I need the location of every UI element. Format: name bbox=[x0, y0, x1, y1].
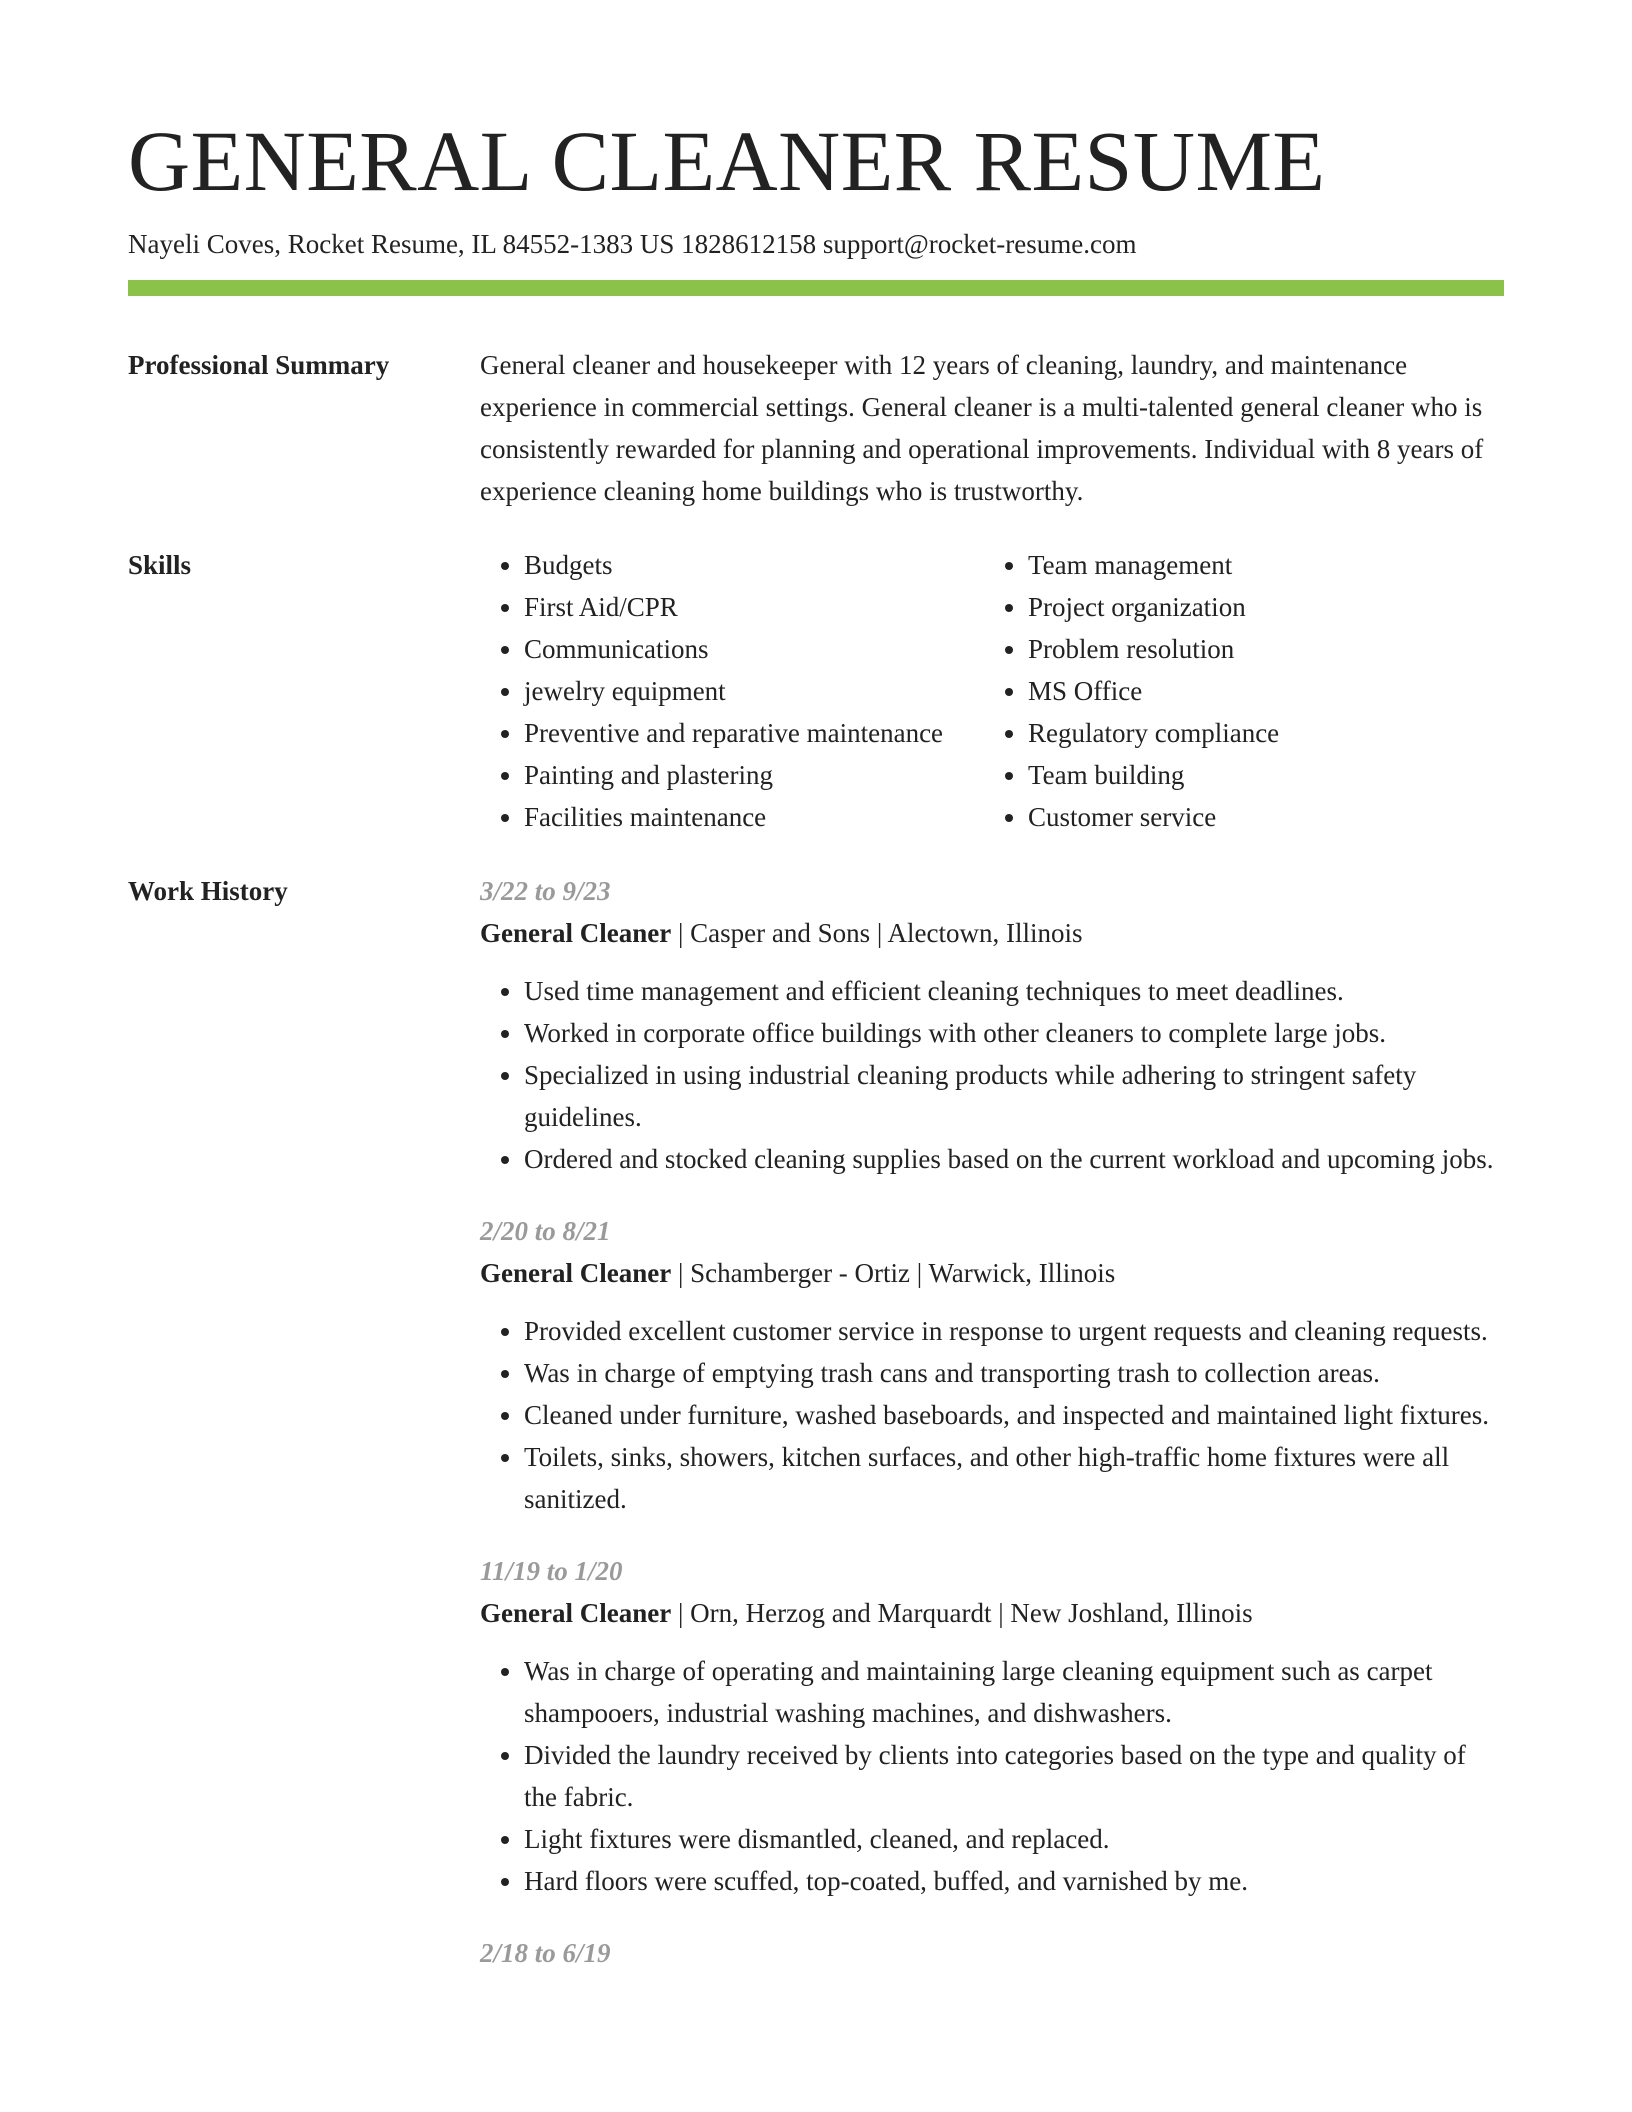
job-bullet-list bbox=[480, 1310, 1504, 1520]
skills-list-right bbox=[984, 544, 1488, 838]
resume-title: GENERAL CLEANER RESUME bbox=[128, 113, 1326, 209]
job-bullet: • Toilets, sinks, showers, kitchen surfaces, and other high-traffic home fixtures were all sanitized. bbox=[524, 1436, 1504, 1520]
contact-line: Nayeli Coves, Rocket Resume, IL 84552-1383 US 1828612158 support@rocket-resume.com bbox=[128, 229, 1137, 259]
job-bullet: • Hard floors were scuffed, top-coated, buffed, and varnished by me. bbox=[524, 1860, 1504, 1902]
job-bullet: • Light fixtures were dismantled, cleaned, and replaced. bbox=[524, 1818, 1504, 1860]
job-bullet: • Worked in corporate office buildings with other cleaners to complete large jobs. bbox=[524, 1012, 1504, 1054]
accent-divider bbox=[128, 280, 1504, 296]
job-dates: 2/20 to 8/21 bbox=[480, 1216, 611, 1247]
skills-list-left bbox=[480, 544, 984, 838]
job-employer-location: | Schamberger - Ortiz | Warwick, Illinois bbox=[671, 1258, 1116, 1289]
job-heading bbox=[480, 912, 1504, 954]
job-bullet: • Specialized in using industrial cleaning products while adhering to stringent safety guidelines. bbox=[524, 1054, 1504, 1138]
skill-item: • Customer service bbox=[1028, 796, 1488, 838]
skill-item: • Communications bbox=[524, 628, 984, 670]
job-dates: 11/19 to 1/20 bbox=[480, 1556, 623, 1587]
skill-item: • Facilities maintenance bbox=[524, 796, 984, 838]
job-title: General Cleaner bbox=[480, 1598, 672, 1629]
job-bullet: • Was in charge of operating and maintaining large cleaning equipment such as carpet shampooers, industrial washing machines, and dishwashers. bbox=[524, 1650, 1504, 1734]
job-bullet: • Was in charge of emptying trash cans and transporting trash to collection areas. bbox=[524, 1352, 1504, 1394]
job-bullet-list bbox=[480, 1650, 1504, 1902]
skill-item: • Team building bbox=[1028, 754, 1488, 796]
job-heading bbox=[480, 1592, 1504, 1634]
section-label-summary: Professional Summary bbox=[128, 350, 390, 381]
summary-text: General cleaner and housekeeper with 12 years of cleaning, laundry, and maintenance experience in commercial settings. General cleaner is a multi-talented general cleaner who is consistently rewarded for planning and operational improvements. Individual with 8 years of experience cleaning home buildings who is trustworthy. bbox=[480, 350, 1484, 507]
skill-item: • Regulatory compliance bbox=[1028, 712, 1488, 754]
job-bullet: • Cleaned under furniture, washed baseboards, and inspected and maintained light fixtures. bbox=[524, 1394, 1504, 1436]
job-dates: 2/18 to 6/19 bbox=[480, 1938, 611, 1969]
job-dates: 3/22 to 9/23 bbox=[480, 876, 611, 907]
skill-item: • Painting and plastering bbox=[524, 754, 984, 796]
job-heading bbox=[480, 1252, 1504, 1294]
skill-item: • Project organization bbox=[1028, 586, 1488, 628]
job-entry bbox=[480, 1932, 1504, 1974]
section-label-work-history: Work History bbox=[128, 876, 288, 907]
skill-item: • MS Office bbox=[1028, 670, 1488, 712]
section-label-skills: Skills bbox=[128, 550, 192, 581]
professional-summary-section bbox=[128, 344, 1504, 512]
job-entry bbox=[480, 1210, 1504, 1520]
job-entry bbox=[480, 1550, 1504, 1902]
work-history-section bbox=[128, 870, 1504, 2004]
job-title: General Cleaner bbox=[480, 1258, 672, 1289]
job-bullet: • Divided the laundry received by clients into categories based on the type and quality of the fabric. bbox=[524, 1734, 1504, 1818]
skill-item: • jewelry equipment bbox=[524, 670, 984, 712]
job-title: General Cleaner bbox=[480, 918, 672, 949]
job-bullet-list bbox=[480, 970, 1504, 1180]
skill-item: • Team management bbox=[1028, 544, 1488, 586]
job-bullet: • Ordered and stocked cleaning supplies based on the current workload and upcoming jobs. bbox=[524, 1138, 1504, 1180]
work-history-list bbox=[480, 870, 1504, 2004]
skill-item: • Budgets bbox=[524, 544, 984, 586]
job-bullet: • Provided excellent customer service in response to urgent requests and cleaning requests. bbox=[524, 1310, 1504, 1352]
skill-item: • Preventive and reparative maintenance bbox=[524, 712, 984, 754]
skill-item: • Problem resolution bbox=[1028, 628, 1488, 670]
skills-section bbox=[128, 544, 1504, 838]
job-employer-location: | Casper and Sons | Alectown, Illinois bbox=[671, 918, 1083, 949]
skill-item: • First Aid/CPR bbox=[524, 586, 984, 628]
job-employer-location: | Orn, Herzog and Marquardt | New Joshland, Illinois bbox=[671, 1598, 1253, 1629]
job-bullet: • Used time management and efficient cleaning techniques to meet deadlines. bbox=[524, 970, 1504, 1012]
job-entry bbox=[480, 870, 1504, 1180]
